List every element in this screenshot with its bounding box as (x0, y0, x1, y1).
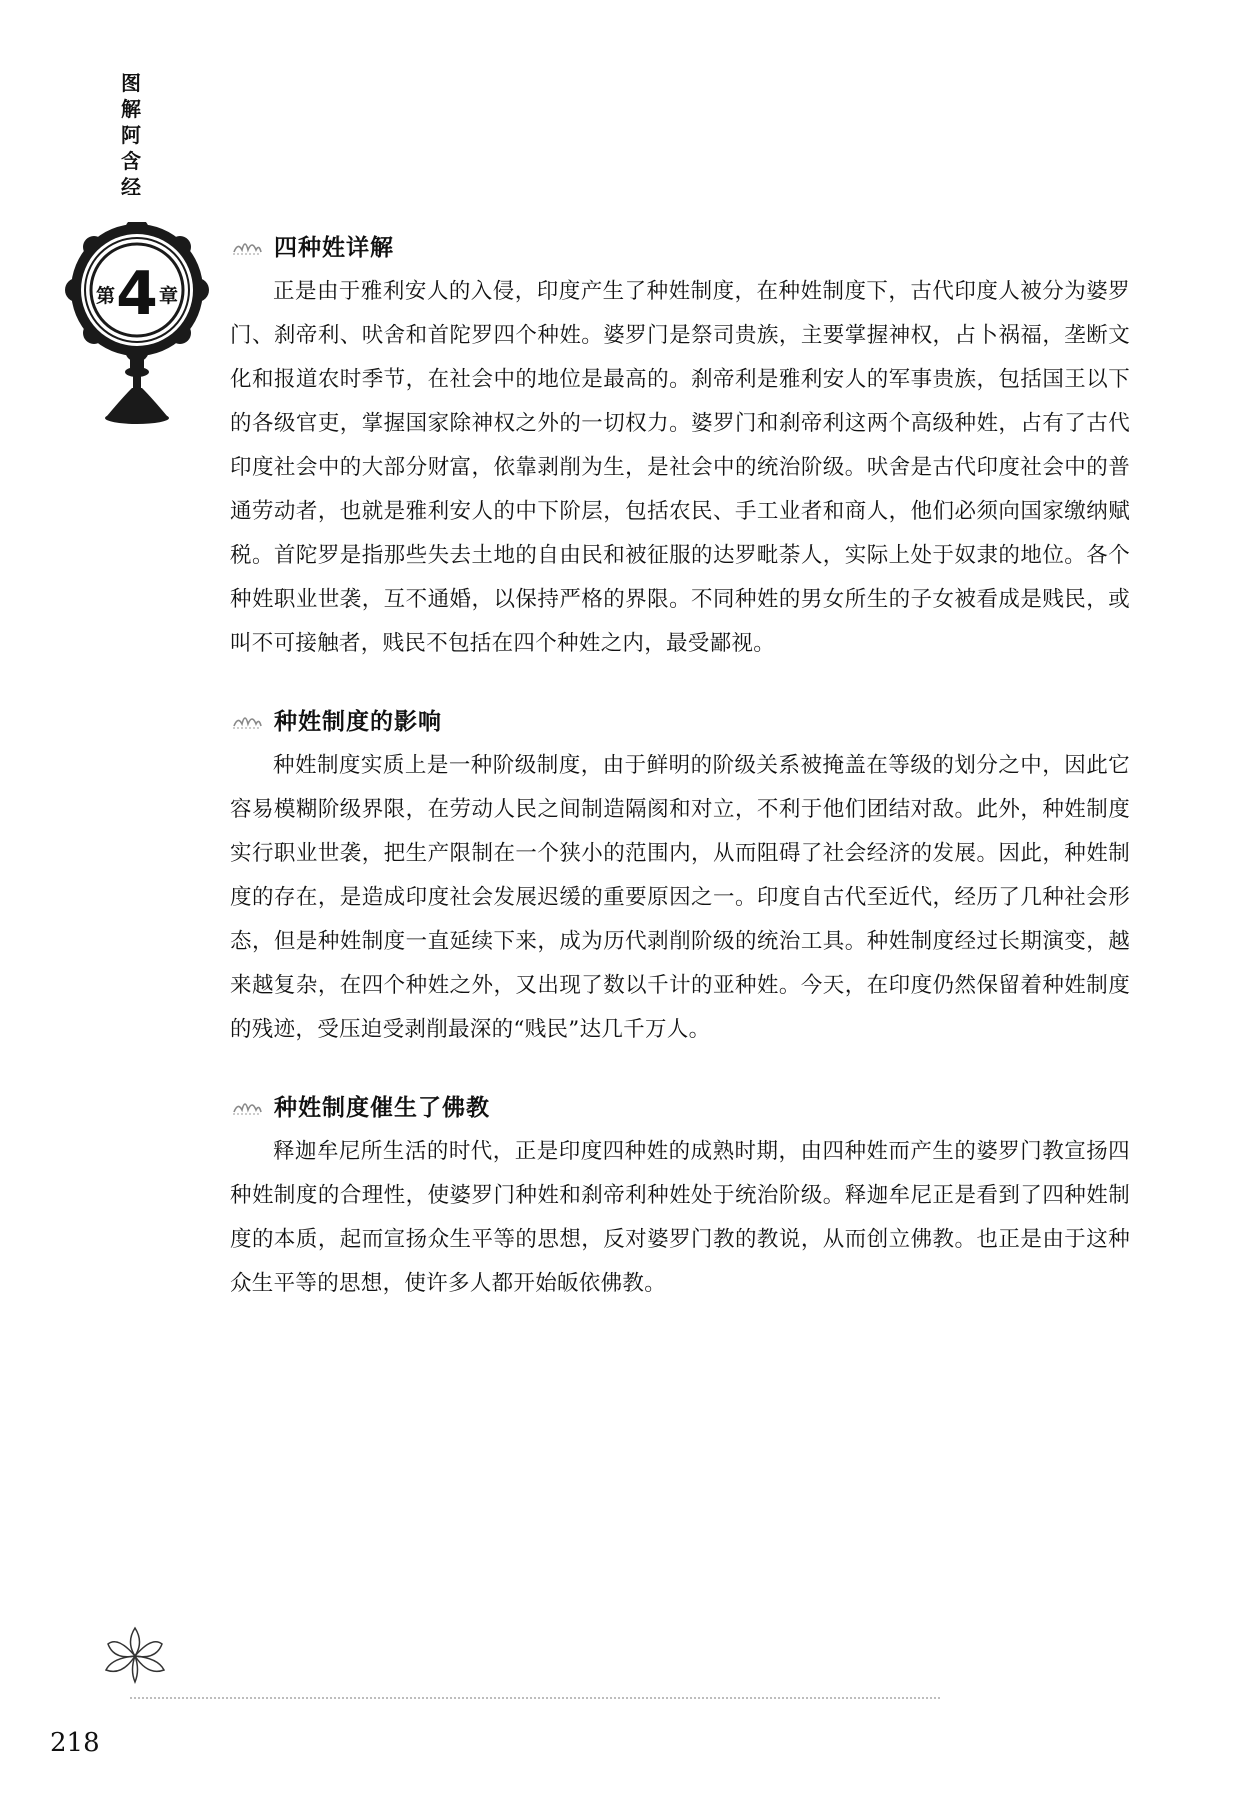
section-title: 四种姓详解 (274, 234, 394, 261)
book-title-char: 含 (121, 149, 141, 173)
section-header (230, 226, 1130, 264)
section-title: 种姓制度催生了佛教 (274, 1094, 490, 1121)
badge-prefix: 第 (96, 285, 116, 307)
section-paragraph: 释迦牟尼所生活的时代，正是印度四种姓的成熟时期，由四种姓而产生的婆罗门教宣扬四种姓制度的合理性，使婆罗门种姓和刹帝利种姓处于统治阶级。释迦牟尼正是看到了四种姓制度的本质，起而宣扬众生平等的思想，反对婆罗门教的教说，从而创立佛教。也正是由于这种众生平等的思想，使许多人都开始皈依佛教。 (230, 1139, 1130, 1296)
section-header (230, 700, 1130, 738)
section-title: 种姓制度的影响 (274, 708, 442, 735)
section-caste-influence (230, 700, 1130, 1052)
lotus-ornament-icon (230, 234, 264, 256)
section-paragraph: 种姓制度实质上是一种阶级制度，由于鲜明的阶级关系被掩盖在等级的划分之中，因此它容易模糊阶级界限，在劳动人民之间制造隔阂和对立，不利于他们团结对敌。此外，种姓制度实行职业世袭，把生产限制在一个狭小的范围内，从而阻碍了社会经济的发展。因此，种姓制度的存在，是造成印度社会发展迟缓的重要原因之一。印度自古代至近代，经历了几种社会形态，但是种姓制度一直延续下来，成为历代剥削阶级的统治工具。种姓制度经过长期演变，越来越复杂，在四个种姓之外，又出现了数以千计的亚种姓。今天，在印度仍然保留着种姓制度的残迹，受压迫受剥削最深的“贱民”达几千万人。 (230, 753, 1130, 1042)
lotus-flower-icon (100, 1622, 170, 1686)
lotus-ornament-icon (230, 708, 264, 730)
section-four-castes (230, 226, 1130, 666)
chapter-badge (62, 222, 212, 427)
section-header (230, 1086, 1130, 1124)
section-caste-buddhism (230, 1086, 1130, 1306)
book-title-char: 阿 (121, 123, 141, 147)
badge-number: 4 (116, 259, 158, 329)
article-body (230, 226, 1130, 1340)
section-paragraph: 正是由于雅利安人的入侵，印度产生了种姓制度，在种姓制度下，古代印度人被分为婆罗门、刹帝利、吠舍和首陀罗四个种姓。婆罗门是祭司贵族，主要掌握神权，占卜祸福，垄断文化和报道农时季节，在社会中的地位是最高的。刹帝利是雅利安人的军事贵族，包括国王以下的各级官吏，掌握国家除神权之外的一切权力。婆罗门和刹帝利这两个高级种姓，占有了古代印度社会中的大部分财富，依靠剥削为生，是社会中的统治阶级。吠舍是古代印度社会中的普通劳动者，也就是雅利安人的中下阶层，包括农民、手工业者和商人，他们必须向国家缴纳赋税。首陀罗是指那些失去土地的自由民和被征服的达罗毗荼人，实际上处于奴隶的地位。各个种姓职业世袭，互不通婚，以保持严格的界限。不同种姓的男女所生的子女被看成是贱民，或叫不可接触者，贱民不包括在四个种姓之内，最受鄙视。 (230, 279, 1130, 656)
footer-divider (130, 1697, 940, 1699)
page-number: 218 (50, 1728, 100, 1758)
badge-stand (105, 358, 169, 424)
badge-suffix: 章 (159, 285, 179, 307)
book-title-char: 解 (121, 97, 141, 121)
book-title-char: 经 (121, 175, 141, 199)
lotus-ornament-icon (230, 1094, 264, 1116)
book-title (116, 70, 146, 200)
book-title-char: 图 (121, 71, 141, 95)
